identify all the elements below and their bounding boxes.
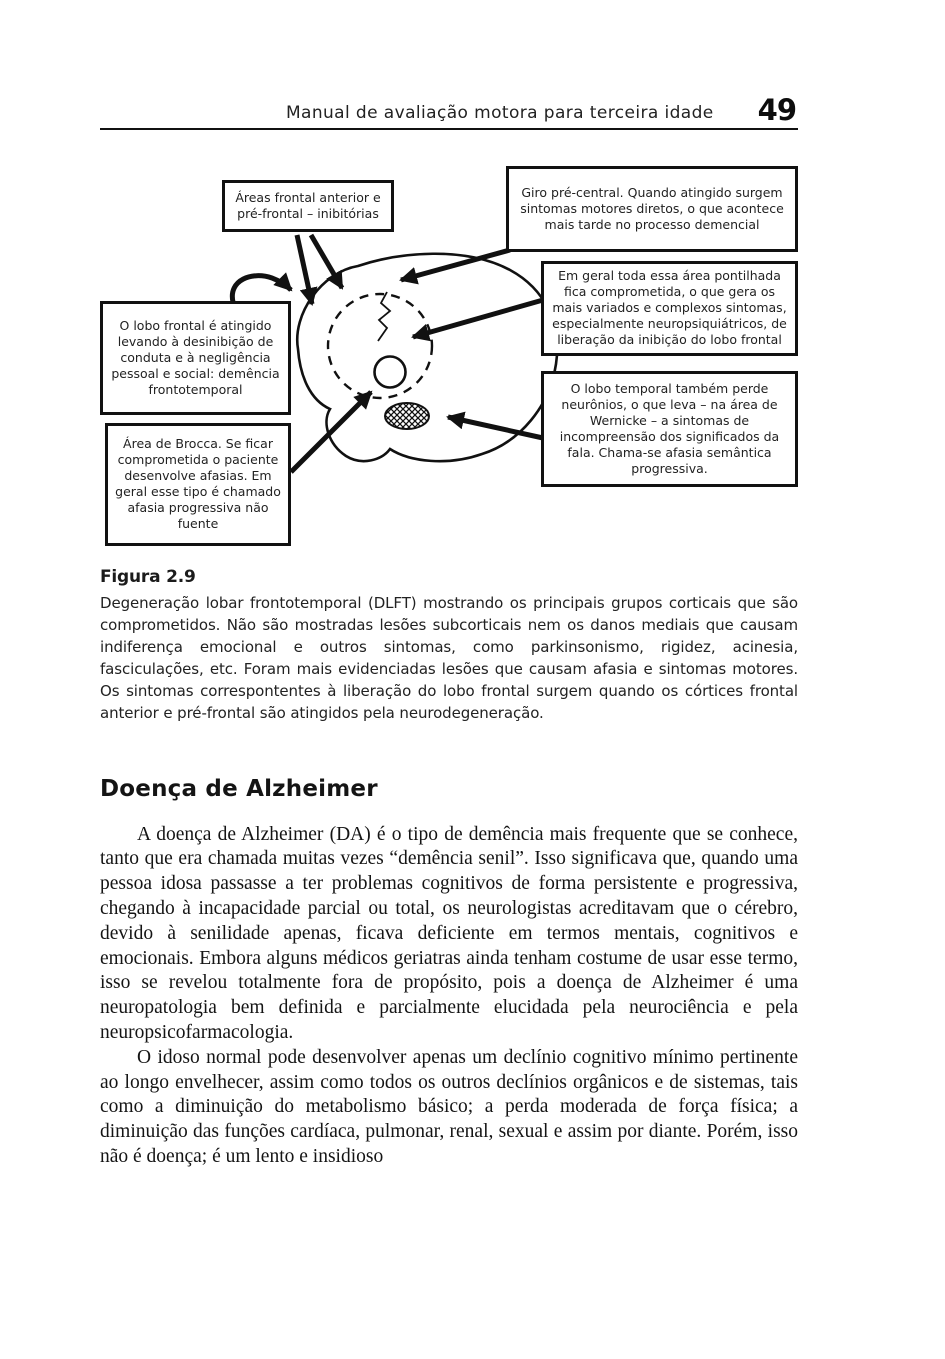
callout-area-brocca-text: Área de Brocca. Se ficar comprometida o paciente desenvolve afasias. Em geral esse tipo é chamado afasia progressiva não fuente [115,436,281,532]
callout-area-brocca [105,423,291,546]
callout-giro-pre-central [506,166,798,252]
running-header [100,93,798,130]
body-paragraph-2: O idoso normal pode desenvolver apenas um declínio cognitivo mínimo pertinente ao longo envelhecer, assim como todos os outros declínios orgânicos e de sistemas, tais como a diminuição do metabolismo básico; a perda moderada de força física; a diminuição das funções cardíaca, pulmonar, renal, sexual e assim por diante. Porém, isso não é doença; é um lento e insidioso [100,1046,798,1167]
callout-lobo-temporal [541,371,798,487]
callout-frontal-anterior [222,180,394,232]
body-paragraph-1: A doença de Alzheimer (DA) é o tipo de demência mais frequente que se conhece, tanto que era chamada muitas vezes “demência senil”. Isso significava que, quando uma pessoa idosa passasse a ter problemas cognitivos de forma persistente e progressiva, chegando à incapacidade parcial ou total, os neurologistas acreditavam que o cérebro, devido à senilidade apenas, ficava deficiente em termos mentais, cognitivos e emocionais. Embora alguns médicos geriatras ainda tenham costume de usar esse termo, isso se revelou totalmente fora de propósito, pois a doença de Alzheimer é uma neuropatologia bem definida e parcialmente elucidada pela neurociência e pela neuropsicofarmacologia. [100,823,798,1044]
figure-2-9-diagram [100,154,798,554]
arrow-lobo-temporal [448,417,543,438]
callout-area-pontilhada-text: Em geral toda essa área pontilhada fica comprometida, o que gera os mais variados e complexos sintomas, especialmente neuropsiquiátricos, de liberação da inibição do lobo frontal [552,268,787,348]
figure-caption [100,567,798,724]
page-content [100,93,798,1170]
callout-lobo-temporal-text: O lobo temporal também perde neurônios, o que leva – na área de Wernicke – a sintomas de incompreensão dos significados da fala. Chama-se afasia semântica progressiva. [559,380,780,476]
figure-caption-label: Figura 2.9 [100,566,196,587]
arrow-area-pontilhada [413,300,543,337]
pre-central-zigzag [378,292,390,341]
callout-frontal-anterior-text: Áreas frontal anterior e pré-frontal – inibitórias [235,189,381,221]
section-heading: Doença de Alzheimer [100,775,378,802]
running-title: Manual de avaliação motora para terceira idade [285,102,714,123]
figure-caption-text: Degeneração lobar frontotemporal (DLFT) mostrando os principais grupos corticais que são comprometidos. Não são mostradas lesões subcorticais nem os danos mediais que causam indiferença emocional e outros sintomas, como parkinsonismo, rigidez, acinesia, fasciculações, etc. Foram mais evidenciadas lesões que causam afasia e sintomas motores. Os sintomas correspontentes à liberação do lobo frontal surgem quando os córtices frontal anterior e pré-frontal são atingidos pela neurodegeneração. [100,593,798,722]
body-text [100,823,798,1170]
callout-area-pontilhada [541,261,798,356]
callout-lobo-frontal-text: O lobo frontal é atingido levando à desinibição de conduta e à negligência pessoal e social: demência frontotemporal [111,317,280,397]
wernicke-hatched-area [385,403,429,429]
broca-area-circle [375,356,406,387]
page-number: 49 [757,93,796,127]
callout-lobo-frontal [100,301,291,415]
arrow-frontal-anterior-1 [297,235,312,304]
arrow-lobo-frontal-curved [232,275,291,301]
callout-giro-pre-central-text: Giro pré-central. Quando atingido surgem sintomas motores diretos, o que acontece mais tarde no processo demencial [520,184,784,232]
